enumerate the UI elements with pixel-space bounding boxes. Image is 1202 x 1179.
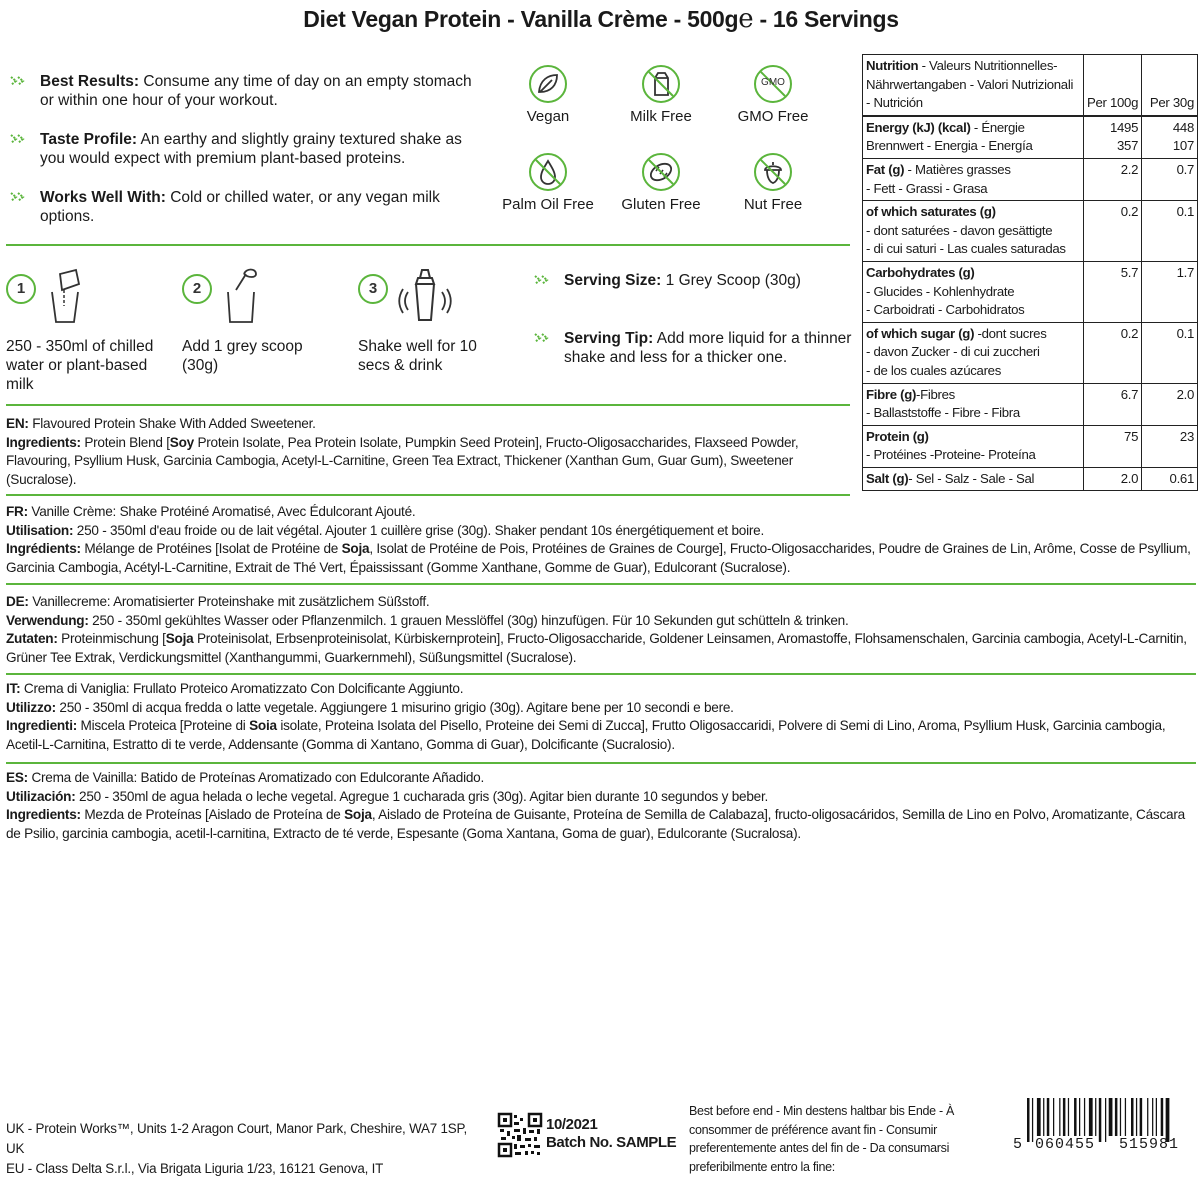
badge-milk-free	[606, 64, 716, 125]
barcode-bar	[1043, 1098, 1044, 1136]
tip-label: Best Results:	[40, 73, 140, 90]
barcode-bar	[1120, 1098, 1121, 1136]
nutrient-translation: - Glucides - Kohlenhydrate	[866, 283, 1015, 299]
barcode	[1013, 1098, 1198, 1160]
serving-tip-label: Serving Tip:	[564, 330, 654, 347]
batch-number: Batch No. SAMPLE	[546, 1134, 677, 1151]
nutrition-header-row	[863, 55, 1198, 116]
double-chevron-icon	[534, 273, 556, 287]
nutrition-row-fat	[863, 158, 1198, 200]
ingredients-it	[6, 680, 1196, 754]
double-chevron-icon	[10, 132, 32, 146]
allergen: Soia	[249, 718, 277, 733]
step-text-1: 250 - 350ml of chilled water or plant-based milk	[6, 338, 154, 393]
lang-label: EN:	[6, 416, 29, 431]
ingredients-label: Ingredienti:	[6, 718, 78, 733]
nutrient-name: Fibre (g)	[866, 386, 917, 402]
barcode-bar	[1136, 1098, 1137, 1136]
shaker-icon	[398, 264, 452, 328]
serving-size-label: Serving Size:	[564, 272, 662, 289]
nutrient-translation: - Sel - Salz - Sale - Sal	[908, 470, 1035, 486]
badge-gluten-free	[606, 152, 716, 213]
ingredients-label: Ingredients:	[6, 434, 81, 450]
nutrient-translation: -dont sucres	[974, 325, 1047, 341]
value: 0.2	[1084, 322, 1142, 383]
barcode-bar	[1037, 1098, 1041, 1136]
value: 6.7	[1084, 383, 1142, 425]
nutrient-translation: - Énergie	[970, 119, 1025, 135]
bread-icon	[641, 152, 681, 192]
ingredients-text: Protein Blend [	[80, 434, 170, 450]
barcode-digits-right: 515981	[1119, 1136, 1180, 1153]
badge-label: Palm Oil Free	[502, 196, 594, 213]
badge-label: Nut Free	[743, 196, 803, 213]
eu-address: EU - Class Delta S.r.l., Via Brigata Liguria 1/23, 16121 Genova, IT	[6, 1161, 384, 1176]
value: 2.0	[1084, 467, 1142, 491]
uk-address: UK - Protein Works™, Units 1-2 Aragon Court, Manor Park, Cheshire, WA7 1SP, UK	[6, 1121, 468, 1156]
value: 75	[1084, 425, 1142, 467]
serving-size	[534, 271, 854, 290]
usage-text: 250 - 350ml gekühltes Wasser oder Pflanzenmilch. 1 grauen Messlöffel (30g) hinzufügen. Für 10 Sekunden gut schütteln & trinken.	[88, 612, 849, 628]
allergen: Soy	[169, 434, 194, 450]
badge-label: Milk Free	[630, 108, 692, 125]
divider	[6, 404, 850, 406]
nutrition-row-salt	[863, 467, 1198, 491]
product-desc: Crema de Vainilla: Batido de Proteínas Aromatizado con Edulcorante Añadido.	[27, 770, 484, 785]
barcode-bar	[1140, 1098, 1143, 1136]
barcode-bar	[1079, 1098, 1080, 1136]
barcode-bar	[1089, 1098, 1093, 1136]
value: 0.1	[1142, 201, 1198, 262]
barcode-bar	[1131, 1098, 1134, 1136]
nutrient-name: Energy (kJ) (kcal)	[866, 119, 971, 135]
barcode-bar	[1161, 1098, 1164, 1136]
barcode-bar	[1053, 1098, 1054, 1136]
allergen: Soja	[344, 807, 372, 822]
tip-text: Consume any time of day on an empty stomach or within one hour of your workout.	[40, 73, 472, 109]
scoop-icon	[222, 266, 262, 326]
qr-code-icon	[498, 1113, 542, 1157]
nutrition-row-energy	[863, 116, 1198, 159]
batch-info	[546, 1116, 676, 1152]
milk-carton-icon	[641, 64, 681, 104]
barcode-digit-first: 5	[1013, 1136, 1024, 1153]
badge-nut-free	[718, 152, 828, 213]
nutrient-translation: - de los cuales azúcares	[866, 362, 1002, 378]
badge-palm-oil-free	[493, 152, 603, 213]
pour-water-icon	[46, 266, 86, 326]
page-title	[0, 4, 1202, 34]
value: 2.0	[1142, 383, 1198, 425]
double-chevron-icon	[10, 190, 32, 204]
barcode-bar	[1152, 1098, 1153, 1136]
ingredients-text: Proteinisolat, Erbsenproteinisolat, Kürbiskernprotein], Fructo-Oligosaccharide, Goldener Leinsamen, Aromastoffe, Flohsamenschalen, Garcinia cambogia, Acetyl-L-Carnitin, Grüner Tee Extrak, Verdickungsmittel (Xanthangummi, Guarkernmehl), Süßungsmittel (Sucralose).	[6, 631, 1187, 665]
usage-text: 250 - 350ml de agua helada o leche vegetal. Agregue 1 cucharada gris (30g). Agitar bien durante 10 segundos y beber.	[75, 788, 768, 804]
tip-label: Works Well With:	[40, 189, 166, 206]
divider	[6, 762, 1196, 764]
product-desc: Vanille Crème: Shake Protéiné Aromatisé, Avec Édulcorant Ajouté.	[27, 504, 416, 519]
allergen: Soja	[165, 631, 194, 646]
badge-vegan	[493, 64, 603, 125]
gmo-text: GMO	[761, 77, 785, 88]
barcode-bar	[1156, 1098, 1157, 1136]
barcode-digits-left: 060455	[1035, 1136, 1096, 1153]
value: 23	[1142, 425, 1198, 467]
barcode-bar	[1115, 1098, 1118, 1136]
step-text-2: Add 1 grey scoop (30g)	[182, 338, 303, 374]
tip-label: Taste Profile:	[40, 131, 138, 148]
barcode-bar	[1125, 1098, 1126, 1136]
tip-best-results	[10, 72, 480, 110]
step-number-3: 3	[358, 274, 388, 304]
best-before-text: Best before end - Min destens haltbar bis Ende - À consommer de préférence avant fin - Consumir preferentemente antes del fin de - Da consumarsi preferibilmente entro la fine:	[689, 1104, 955, 1174]
lang-label: IT:	[6, 681, 21, 696]
serving-tip	[534, 329, 854, 367]
tip-works-well-with	[10, 188, 480, 226]
nutrient-translation: - Protéines -Proteine- Proteína	[866, 447, 1036, 463]
nutrition-row-protein	[863, 425, 1198, 467]
ingredients-label: Ingredients:	[6, 807, 81, 822]
product-title: Diet Vegan Protein - Vanilla Crème - 500g	[303, 6, 739, 32]
nutrient-name: Carbohydrates (g)	[866, 264, 975, 280]
usage-text: 250 - 350ml d'eau froide ou de lait végétal. Ajouter 1 cuillère grise (30g). Shaker pendant 10s énergétiquement et boire.	[73, 522, 764, 538]
divider	[6, 494, 850, 496]
nutrient-translation: -Fibres	[916, 386, 955, 402]
divider	[6, 673, 1196, 675]
barcode-bar	[1095, 1098, 1096, 1136]
barcode-bar	[1109, 1098, 1113, 1136]
nutrient-translation: - Fett - Grassi - Grasa	[866, 180, 988, 196]
servings-count: - 16 Servings	[759, 6, 899, 32]
barcode-bar	[1147, 1098, 1148, 1136]
nutrient-translation: - Ballaststoffe - Fibre - Fibra	[866, 405, 1020, 421]
nutrition-row-saturates	[863, 201, 1198, 262]
double-chevron-icon	[534, 331, 556, 345]
value: 1495	[1109, 119, 1139, 135]
product-desc: Vanillecreme: Aromatisierter Proteinshake mit zusätzlichem Süßstoff.	[28, 594, 430, 609]
nutrient-translation: - di cui saturi - Las cuales saturadas	[866, 241, 1066, 257]
step-number-2: 2	[182, 274, 212, 304]
product-desc: Flavoured Protein Shake With Added Sweetener.	[28, 416, 316, 431]
barcode-bar	[1074, 1098, 1077, 1136]
ingredients-text: , Isolat de Protéine de Pois, Protéines de Graines de Courge], Fructo-Oligosaccharides, Poudre de Graines de Lin, Arôme, Cosse de Psyllium, Garcinia Cambogia, Acétyl-L-Carnitine, Extrait de Thé Vert, Épaississant (Gomme Xanthane, Gomme de Guar), Edulcorant (Sucralose).	[6, 541, 1191, 575]
usage-label: Verwendung:	[6, 612, 89, 628]
tip-text: An earthy and slightly grainy textured shake as you would expect with premium plant-based proteins.	[40, 131, 462, 167]
value: 1.7	[1142, 261, 1198, 322]
ingredients-text: Protein Isolate, Pea Protein Isolate, Pumpkin Seed Protein], Fructo-Oligosaccharides, Flaxseed Powder, Flavouring, Psyllium Husk, Garcinia Cambogia, Acetyl-L-Carnitine, Green Tea Extract, Thickener (Xanthan Gum, Guar Gum), Sweetener (Sucralose).	[6, 434, 799, 487]
barcode-bar	[1063, 1098, 1066, 1136]
col-per-30g: Per 30g	[1142, 55, 1198, 116]
serving-size-text: 1 Grey Scoop (30g)	[661, 272, 801, 289]
divider	[6, 244, 850, 246]
value: 448	[1172, 119, 1194, 135]
ingredients-es	[6, 769, 1196, 843]
value: 0.7	[1142, 158, 1198, 200]
manufacturer-addresses	[6, 1119, 486, 1179]
barcode-bar	[1084, 1098, 1085, 1136]
ingredients-text: Miscela Proteica [Proteine di	[77, 718, 250, 733]
barcode-bar	[1047, 1098, 1050, 1136]
nutrition-row-sugar	[863, 322, 1198, 383]
col-per-100g: Per 100g	[1084, 55, 1142, 116]
step-number-1: 1	[6, 274, 36, 304]
value: 5.7	[1084, 261, 1142, 322]
nutrient-translation: - Matières grasses	[904, 161, 1011, 177]
value: 0.1	[1142, 322, 1198, 383]
ingredients-text: Mélange de Protéines [Isolat de Protéine de	[80, 541, 342, 556]
tip-text: Cold or chilled water, or any vegan milk options.	[40, 189, 440, 225]
vegan-leaf-icon	[528, 64, 568, 104]
nutrition-title-translations: - Valeurs Nutritionnelles- Nährwertangaben - Valori Nutrizionali - Nutrición	[866, 58, 1074, 111]
ingredients-en	[6, 415, 846, 489]
nutrient-translation: - Carboidrati - Carbohidratos	[866, 302, 1025, 318]
nutrition-title: Nutrition	[866, 58, 919, 73]
nutrient-translation: Brennwert - Energia - Energía	[866, 138, 1033, 154]
usage-label: Utilización:	[6, 788, 76, 804]
nutrient-name: Fat (g)	[866, 161, 905, 177]
barcode-bar	[1059, 1098, 1060, 1136]
product-desc: Crema di Vaniglia: Frullato Proteico Aromatizzato Con Dolcificante Aggiunto.	[20, 681, 464, 696]
ingredients-fr	[6, 503, 1196, 577]
estimated-sign: e	[738, 4, 754, 34]
allergen: Soja	[341, 541, 370, 556]
value: 107	[1172, 138, 1194, 154]
ingredients-text: Mezda de Proteínas [Aislado de Proteína de	[80, 807, 345, 822]
badge-label: GMO Free	[737, 108, 809, 125]
badge-label: Vegan	[526, 108, 570, 125]
nutrition-table	[862, 54, 1198, 491]
acorn-icon	[753, 152, 793, 192]
ingredients-text: , Aislado de Proteína de Guisante, Proteína de Semilla de Calabaza], fructo-oligosacáridos, Semilla de Lino en Polvo, Aromatizante, Cáscara de Psilio, garcinia cambogia, acetil-l-carnitina, Extracto de té verde, Espesante (Goma Xantana, Goma de guar), Edulcorante (Sucralosa).	[6, 807, 1185, 841]
oil-drop-icon	[528, 152, 568, 192]
value: 2.2	[1084, 158, 1142, 200]
value: 357	[1117, 138, 1139, 154]
usage-label: Utilizzo:	[6, 699, 56, 715]
nutrient-translation: - davon Zucker - di cui zuccheri	[866, 344, 1040, 360]
divider	[6, 583, 1196, 585]
nutrient-name: Salt (g)	[866, 470, 909, 486]
serving-tip-text: Add more liquid for a thinner shake and less for a thicker one.	[564, 330, 852, 366]
ingredients-label: Ingrédients:	[6, 541, 81, 556]
step-text-3: Shake well for 10 secs & drink	[358, 338, 477, 374]
ingredients-text: isolate, Proteina Isolata del Pisello, Proteine dei Semi di Zucca], Frutto Oligosaccaridi, Polvere di Semi di Lino, Aroma, Psyllium Husk, Garcinia cambogia, Acetil-L-Carnitina, Estratto di te verde, Addensante (Gomma di Xantano, Gomma di Guar), Dolcificante (Sucralosio).	[6, 718, 1166, 752]
ingredients-de	[6, 593, 1196, 667]
value: 0.2	[1084, 201, 1142, 262]
lang-label: ES:	[6, 770, 28, 785]
nutrition-row-carbohydrates	[863, 261, 1198, 322]
lang-label: DE:	[6, 594, 29, 609]
double-chevron-icon	[10, 74, 32, 88]
value: 0.61	[1142, 467, 1198, 491]
nutrient-name: of which saturates (g)	[866, 204, 996, 220]
barcode-bar	[1068, 1098, 1069, 1136]
badge-gmo-free	[718, 64, 828, 125]
batch-date: 10/2021	[546, 1116, 598, 1133]
nutrition-row-fibre	[863, 383, 1198, 425]
nutrient-name: of which sugar (g)	[866, 325, 975, 341]
badge-label: Gluten Free	[621, 196, 701, 213]
ingredients-label: Zutaten:	[6, 631, 58, 646]
lang-label: FR:	[6, 504, 28, 519]
usage-label: Utilisation:	[6, 522, 74, 538]
nutrient-name: Protein (g)	[866, 428, 929, 444]
usage-text: 250 - 350ml di acqua fredda o latte vegetale. Aggiungere 1 misurino grigio (30g). Agitare bene per 10 secondi e bere.	[55, 699, 734, 715]
tip-taste-profile	[10, 130, 480, 168]
ingredients-text: Proteinmischung [	[57, 631, 166, 646]
nutrient-translation: - dont saturées - davon gesättigte	[866, 222, 1053, 238]
